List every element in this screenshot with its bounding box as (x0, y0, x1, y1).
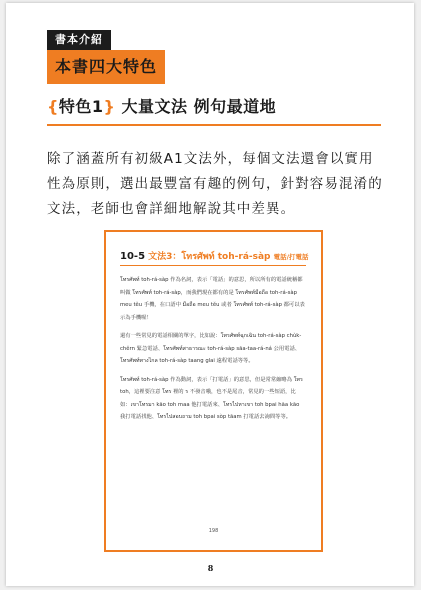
feature-heading-text: 大量文法 例句最道地 (115, 97, 277, 116)
sample-paragraph: โทรศัพท์ toh-rá-sàp 作為動詞，表示「打電話」的意思，但是常常縮略為 โทร toh，這裡要注意 โทร 裡的 ร 不發音哦，也不是尾音，常見的一些短語，比如：เขาโทรมา kăo toh maa 他打電話來、โทรไปหาเขา toh bpai hăa kăo 我打電話找他、โทรไปสอบถาม toh bpai sòp tăam 打電話去詢問等等。 (120, 376, 303, 420)
section-tag: 書本介紹 (47, 30, 111, 50)
sample-grammar-title: 文法3：โทรศัพท์ toh-rá-sàp (148, 252, 271, 262)
sample-grammar-subtitle: 電話/打電話 (273, 253, 309, 261)
sample-section-number: 10-5 (120, 251, 146, 262)
sample-paragraph: 還有一些常見的電話相關的單字，比如說：โทรศัพท์ฉุกเฉิน toh-rá-sàp chùk-chĕrn 緊急電話、โทรศัพท์สาธารณะ toh-rá-sàp săa-taa-rá-ná 公用電話、โทรศัพท์ทางไกล toh-rá-sàp taang glai 遠程電話等等。 (120, 333, 302, 364)
feature-label: 特色1 (58, 97, 104, 116)
sample-page-number: 198 (208, 528, 219, 534)
sample-divider (120, 265, 306, 266)
heading-divider (47, 124, 381, 126)
feature-heading (47, 94, 276, 117)
feature-brace-close: } (103, 97, 116, 116)
sample-body (120, 274, 306, 430)
sample-paragraph: โทรศัพท์ toh-rá-sàp 作為名詞，表示「電話」的意思，所以所有的電話統稱都叫做 โทรศัพท์ toh-rá-sàp，而我們現在都有的是 โทรศัพท์มือถือ toh-rá-sàp meu tĕu 手機，在口語中 มือถือ meu tĕu 或者 โทรศัพท์ toh-rá-sàp 都可以表示為手機喔！ (120, 277, 305, 321)
intro-paragraph: 除了涵蓋所有初級A1文法外，每個文法還會以實用性為原則，選出最豐富有趣的例句，針對容易混淆的文法，老師也會詳細地解說其中差異。 (47, 151, 383, 217)
sample-page-preview (104, 230, 323, 552)
page-number: 8 (207, 563, 214, 573)
feature-brace-open: { (47, 97, 59, 116)
sample-heading (120, 249, 309, 263)
page-title: 本書四大特色 (47, 50, 165, 84)
